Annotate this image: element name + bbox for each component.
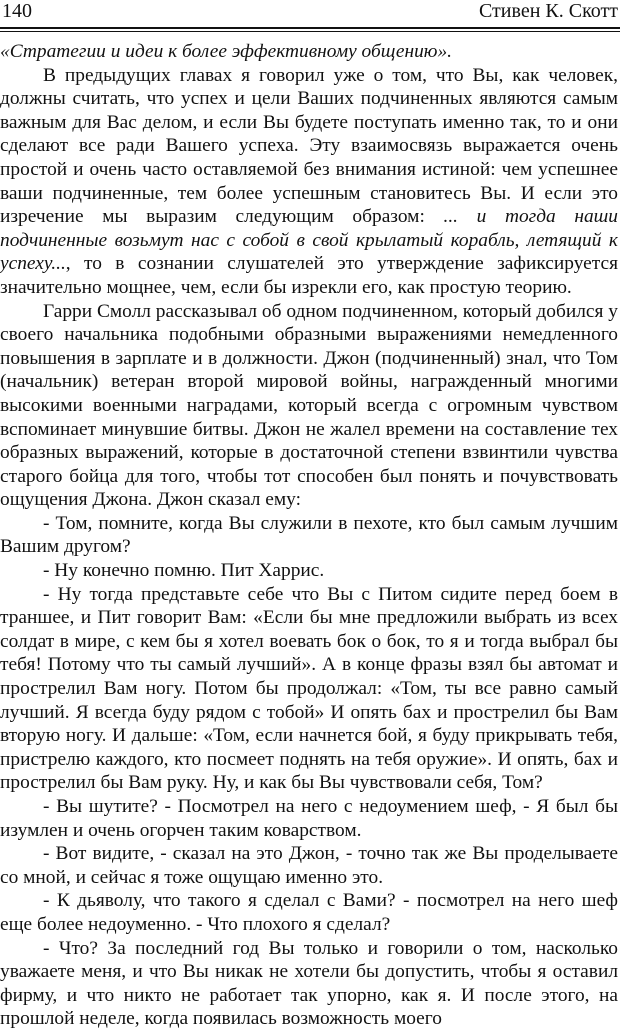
paragraph bbox=[0, 795, 618, 842]
body-text bbox=[0, 40, 618, 1031]
paragraph bbox=[0, 559, 618, 583]
paragraph bbox=[0, 583, 618, 795]
page-number: 140 bbox=[2, 0, 32, 22]
text-run: - Что? За последний год Вы только и говорили о том, насколько уважаете меня, и что Вы никак не хотели бы допустить, чтобы я оставил фирму, и что никто не работает так упорно, как я. И после этого, на прошлой неделе, когда появилась возможность моего bbox=[0, 937, 618, 1030]
header-rule-thick bbox=[0, 27, 620, 29]
running-header-author: Стивен К. Скотт bbox=[478, 0, 618, 22]
paragraph bbox=[0, 889, 618, 936]
text-run: В предыдущих главах я говорил уже о том, что Вы, как человек, должны считать, что успех и цели Ваших подчиненных являются самым важным для Вас делом, и если Вы будете поступать именно так, то и они сделают все ради Вашего успеха. Эту взаимосвязь выражается очень простой и очень часто оставляемой без внимания истиной: чем успешнее ваши подчиненные, тем более успешным становитесь Вы. И если это изречение мы выразим следующим образом: bbox=[0, 64, 618, 228]
italic-text-run: ... и тогда наши подчиненные возьмут нас с собой в свой крылатый корабль, летящий к успеху... bbox=[0, 206, 619, 275]
paragraph bbox=[0, 842, 618, 889]
paragraph bbox=[0, 512, 618, 559]
text-run: - К дьяволу, что такого я сделал с Вами? - посмотрел на него шеф еще более недоуменно. - Что плохого я сделал? bbox=[0, 890, 618, 935]
text-run: - Ну тогда представьте себе что Вы с Питом сидите перед боем в траншее, и Пит говорит Вам: «Если бы мне предложили выбрать из всех солдат в мире, с кем бы я хотел воевать бок о бок, то я и тогда выбрал бы тебя! Потому что ты самый лучший». А в конце фразы взял бы автомат и прострелил Вам ногу. Потом бы продолжал: «Том, ты все равно самый лучший. Я всегда буду рядом с тобой» И опять бах и прострелил бы Вам вторую ногу. И дальше: «Том, если начнется бой, я буду прикрывать тебя, пристрелю каждого, кто посмеет поднять на тебя оружие». И опять, бах и прострелил бы Вам руку. Ну, и как бы Вы чувствовали себя, Том? bbox=[0, 583, 618, 794]
text-run: Гарри Смолл рассказывал об одном подчиненном, который добился у своего начальника подобными образными выражениями немедленного повышения в зарплате и в должности. Джон (подчиненный) знал, что Том (начальник) ветеран второй мировой войны, награжденный многими высокими военными наградами, который всегда с огромным чувством вспоминает минувшие битвы. Джон не жалел времени на составление тех образных выражений, которые в достаточной степени взвинтили чувства старого бойца для того, чтобы тот способен был понять и почувствовать ощущения Джона. Джон сказал ему: bbox=[0, 300, 618, 511]
text-run: - Ну конечно помню. Пит Харрис. bbox=[43, 560, 325, 582]
paragraph bbox=[0, 300, 618, 512]
text-run: - Том, помните, когда Вы служили в пехоте, кто был самым лучшим Вашим другом? bbox=[0, 512, 618, 558]
text-run: - Вы шутите? - Посмотрел на него с недоумением шеф, - Я был бы изумлен и очень огорчен таким коварством. bbox=[0, 796, 618, 841]
page-header bbox=[0, 0, 620, 22]
text-run: , то в сознании слушателей это утверждение зафиксируется значительно мощнее, чем, если бы изрекли его, как простую теорию. bbox=[0, 253, 618, 298]
paragraph bbox=[0, 937, 618, 1031]
paragraph bbox=[0, 64, 618, 300]
header-rule-thin bbox=[0, 31, 620, 32]
italic-text-run: «Стратегии и идеи к более эффективному общению». bbox=[0, 41, 452, 62]
text-run: - Вот видите, - сказал на это Джон, - точно так же Вы проделываете со мной, и сейчас я тоже ощущаю именно это. bbox=[0, 843, 618, 888]
paragraph bbox=[0, 40, 618, 64]
